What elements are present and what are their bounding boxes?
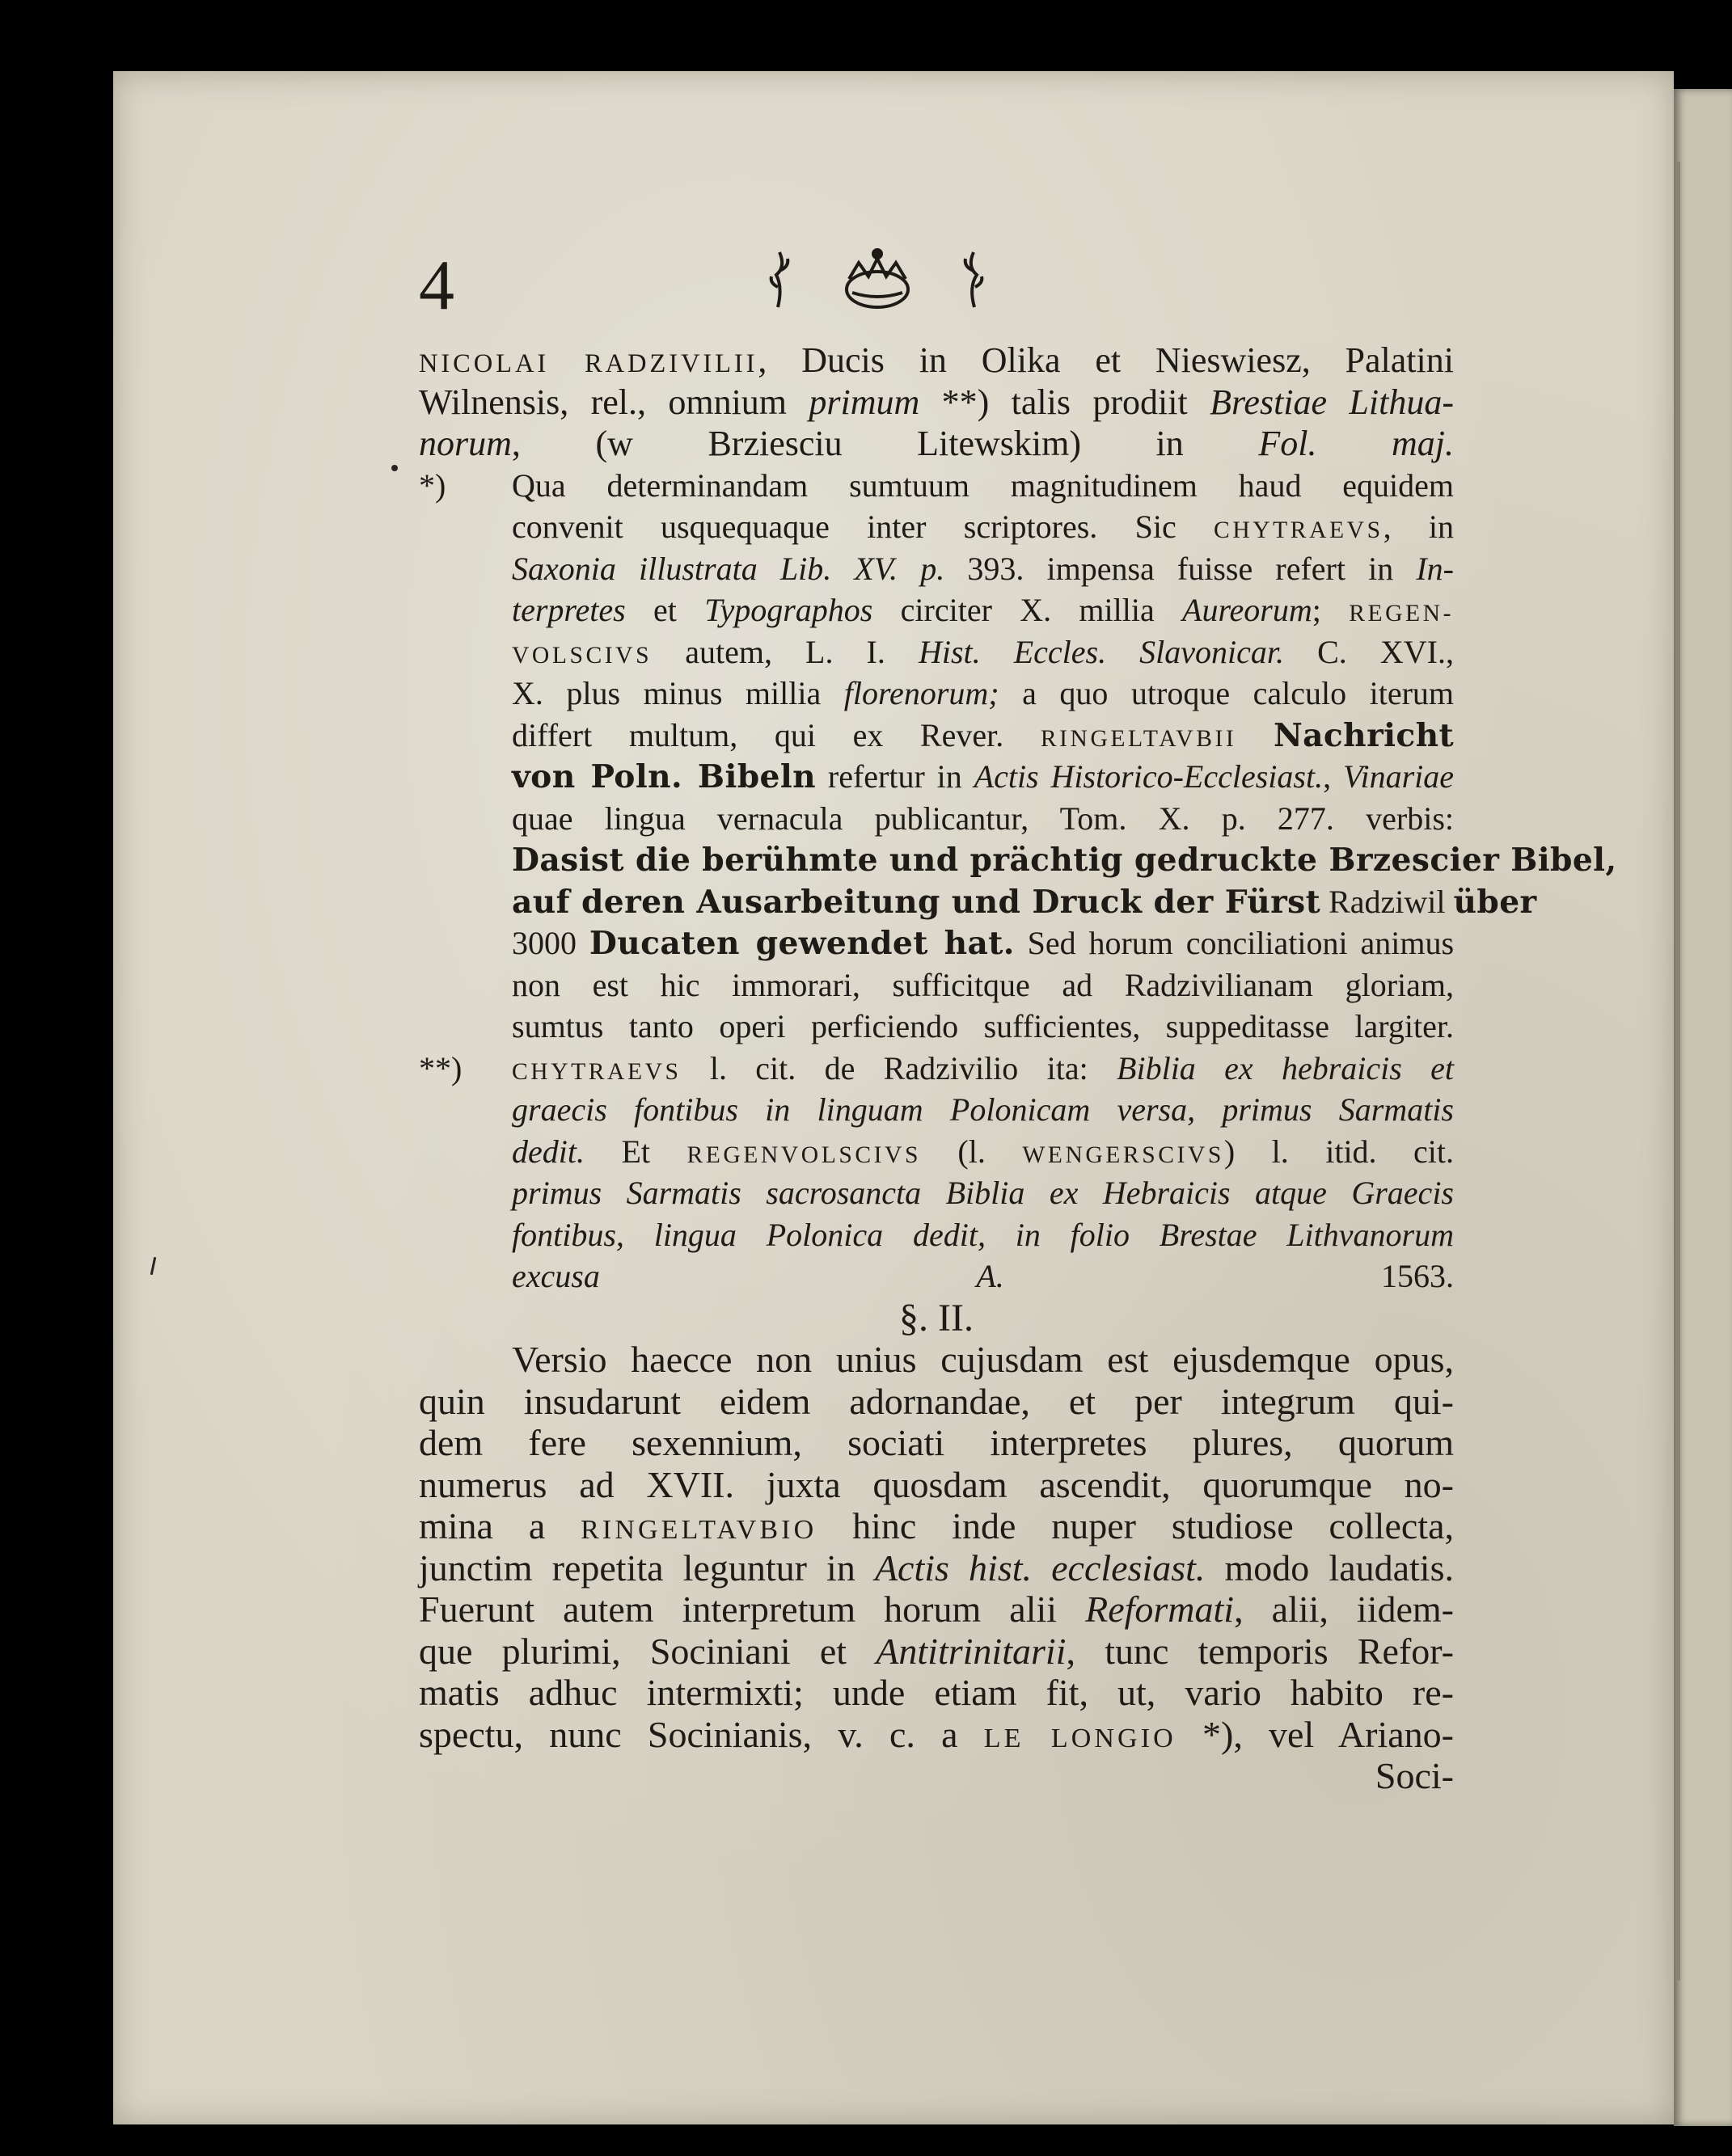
crown-with-fleurons-icon [768, 243, 986, 315]
text-run: NICOLAI RADZIVILII [419, 349, 758, 378]
text-line [512, 881, 1537, 923]
text-line [419, 1339, 1454, 1381]
text-line [512, 1214, 1454, 1256]
footnote-marker: *) [419, 466, 446, 504]
text-run [1236, 717, 1274, 753]
text-run: numerus ad XVII. juxta quosdam ascendit, quorumque no- [419, 1463, 1454, 1505]
text-run: circiter X. millia [872, 592, 1183, 628]
text-line [419, 1381, 1454, 1423]
text-line [419, 1464, 1454, 1506]
text-line [512, 631, 1454, 673]
text-run: Brestiae Lithua- [1210, 382, 1454, 422]
text-run: convenit usquequaque inter scriptores. Sic [512, 508, 1215, 545]
footnote-1 [419, 465, 1617, 1048]
next-page-edge [1674, 89, 1732, 2126]
text-line [512, 1131, 1454, 1173]
text-line [419, 340, 1454, 382]
text-run: Radziwil [1320, 883, 1454, 920]
text-run: et [625, 592, 705, 628]
text-run: Actis hist. ecclesiast. [874, 1546, 1206, 1589]
text-run: hinc inde nuper studiose collecta, [817, 1505, 1454, 1546]
text-run: 3000 [512, 925, 589, 961]
text-run: matis adhuc intermixti; unde etiam fit, ut, vario habito re- [419, 1672, 1454, 1713]
text-run: ; [1312, 592, 1350, 628]
intro-paragraph [419, 340, 1454, 465]
text-run: quin insudarunt eidem adornandae, et per integrum qui- [419, 1380, 1454, 1422]
text-line [512, 589, 1454, 631]
text-run: norum [419, 424, 512, 463]
main-paragraph [419, 1339, 1454, 1755]
text-run: , [1323, 758, 1343, 795]
text-line [419, 1505, 1454, 1547]
text-run: LE LONGIO [983, 1723, 1176, 1753]
catchword: Soci- [1375, 1755, 1454, 1796]
text-run: dedit. [512, 1133, 585, 1170]
text-line [512, 1006, 1454, 1048]
text-run: differt multum, qui ex Rever. [512, 716, 1041, 753]
text-line [512, 673, 1454, 715]
text-run: dem fere sexennium, sociati interpretes plures, quorum [419, 1422, 1454, 1463]
text-run: Antitrinitarii [876, 1630, 1067, 1672]
text-run: Wilnensis, rel., omnium [419, 382, 809, 422]
text-run: , alii, iidem- [1234, 1589, 1454, 1630]
text-run: sumtus tanto operi perficiendo sufficientes, suppeditasse largiter. [512, 1008, 1454, 1044]
text-run: Nachricht [1273, 716, 1455, 754]
text-run: Saxonia illustrata Lib. XV. p. [512, 550, 945, 587]
text-run: über [1453, 883, 1537, 921]
text-run: Ducaten gewendet hat. [589, 925, 1015, 962]
page-body [419, 340, 1617, 1797]
footnote-marker: **) [419, 1049, 463, 1086]
text-run: VOLSCIVS [512, 642, 653, 669]
text-run: **) talis prodiit [919, 382, 1210, 422]
text-run: RINGELTAVBIO [581, 1515, 817, 1545]
text-line [512, 715, 1454, 757]
text-run: REGENVOLSCIVS [686, 1141, 921, 1168]
text-line [512, 1255, 1454, 1297]
text-run: , tunc temporis Refor- [1066, 1630, 1454, 1672]
text-line [419, 382, 1454, 424]
text-line [419, 1589, 1454, 1631]
spine-line [1675, 162, 1680, 1981]
page-number: 4 [419, 247, 454, 325]
text-line [419, 1672, 1454, 1714]
text-run: mina a [419, 1505, 581, 1546]
text-run: modo laudatis. [1205, 1546, 1454, 1589]
text-run: , (w Brziesciu Litewskim) in [511, 424, 1259, 463]
text-run: fontibus, lingua Polonica dedit, in folio Brestae Lithvanorum [512, 1216, 1454, 1253]
margin-dot [391, 465, 398, 471]
text-line [419, 423, 1454, 465]
text-run: ) l. itid. cit. [1223, 1133, 1454, 1170]
text-line [512, 1172, 1454, 1214]
text-run: CHYTRAEVS [512, 1058, 682, 1085]
text-line [419, 1422, 1454, 1464]
text-line [512, 756, 1454, 798]
text-run: auf deren Ausarbeitung und Druck der Fürst [512, 883, 1321, 921]
text-run: primus Sarmatis sacrosancta Biblia ex Hebraicis atque Graecis [512, 1175, 1454, 1211]
text-run: Actis Historico-Ecclesiast. [974, 758, 1324, 795]
text-line [419, 1048, 1454, 1090]
text-line [419, 1714, 1454, 1756]
text-run: *), vel Ariano- [1176, 1713, 1454, 1755]
text-run: Typographos [704, 592, 873, 628]
text-run: C. XVI., [1284, 633, 1454, 670]
text-run: Et [584, 1133, 687, 1170]
text-run: terpretes [512, 592, 626, 628]
footnote-2 [419, 1048, 1454, 1297]
text-run: l. cit. de Radzivilio ita: [681, 1049, 1117, 1086]
text-line [512, 922, 1454, 964]
text-run: Aureorum [1182, 592, 1312, 628]
text-run: CHYTRAEVS [1214, 517, 1383, 543]
text-run: Dasist die berühmte und prächtig gedruckte Brzescier Bibel, [512, 842, 1617, 879]
text-run: junctim repetita leguntur in [419, 1546, 875, 1589]
text-run: quae lingua vernacula publicantur, Tom. X. p. 277. verbis: [512, 800, 1454, 837]
text-run: primum [809, 382, 920, 422]
text-run: 1563. [1003, 1258, 1454, 1294]
text-line [512, 964, 1454, 1006]
text-run: REGEN- [1349, 601, 1454, 627]
text-run: que plurimi, Sociniani et [419, 1630, 877, 1672]
text-run: Reformati [1085, 1589, 1235, 1630]
text-run: X. plus minus millia [512, 675, 844, 711]
text-run: Versio haecce non unius cujusdam est ejusdemque opus, [512, 1339, 1454, 1380]
text-line [512, 1089, 1454, 1131]
text-run: von Poln. Bibeln [512, 758, 816, 795]
text-run: a quo utroque calculo iterum [999, 675, 1455, 711]
text-line [512, 506, 1454, 548]
text-run: Biblia ex hebraicis et [1117, 1049, 1454, 1086]
text-run: WENGERSCIVS [1022, 1141, 1224, 1168]
text-line [512, 839, 1617, 881]
text-run: autem, L. I. [652, 633, 919, 670]
text-run: RINGELTAVBII [1040, 725, 1237, 752]
text-run: graecis fontibus in linguam Polonicam versa, primus Sarmatis [512, 1091, 1454, 1128]
text-line [419, 465, 1454, 507]
text-run: 393. impensa fuisse refert in [944, 550, 1417, 587]
text-run: , Ducis in Olika et Nieswiesz, Palatini [758, 340, 1454, 380]
text-run: Fuerunt autem interpretum horum alii [419, 1589, 1086, 1630]
text-run: , in [1383, 508, 1454, 545]
section-heading: §. II. [899, 1296, 974, 1340]
text-run: Fol. maj. [1258, 424, 1454, 463]
text-run: refertur in [816, 758, 974, 795]
text-run: excusa A. [512, 1258, 1004, 1294]
text-run: florenorum; [843, 675, 999, 711]
text-run: (l. [920, 1133, 1023, 1170]
text-line [419, 1631, 1454, 1673]
text-run: Vinariae [1342, 758, 1454, 795]
text-run: Sed horum conciliationi animus [1014, 925, 1455, 961]
text-line [419, 1547, 1454, 1589]
text-run: non est hic immorari, sufficitque ad Radzivilianam gloriam, [512, 966, 1454, 1003]
text-run: Hist. Eccles. Slavonicar. [918, 633, 1285, 670]
text-run: In- [1416, 550, 1454, 587]
text-line [512, 798, 1454, 840]
text-line [512, 548, 1454, 590]
text-run: spectu, nunc Socinianis, v. c. a [419, 1713, 984, 1755]
text-run: Qua determinandam sumtuum magnitudinem haud equidem [512, 466, 1454, 504]
